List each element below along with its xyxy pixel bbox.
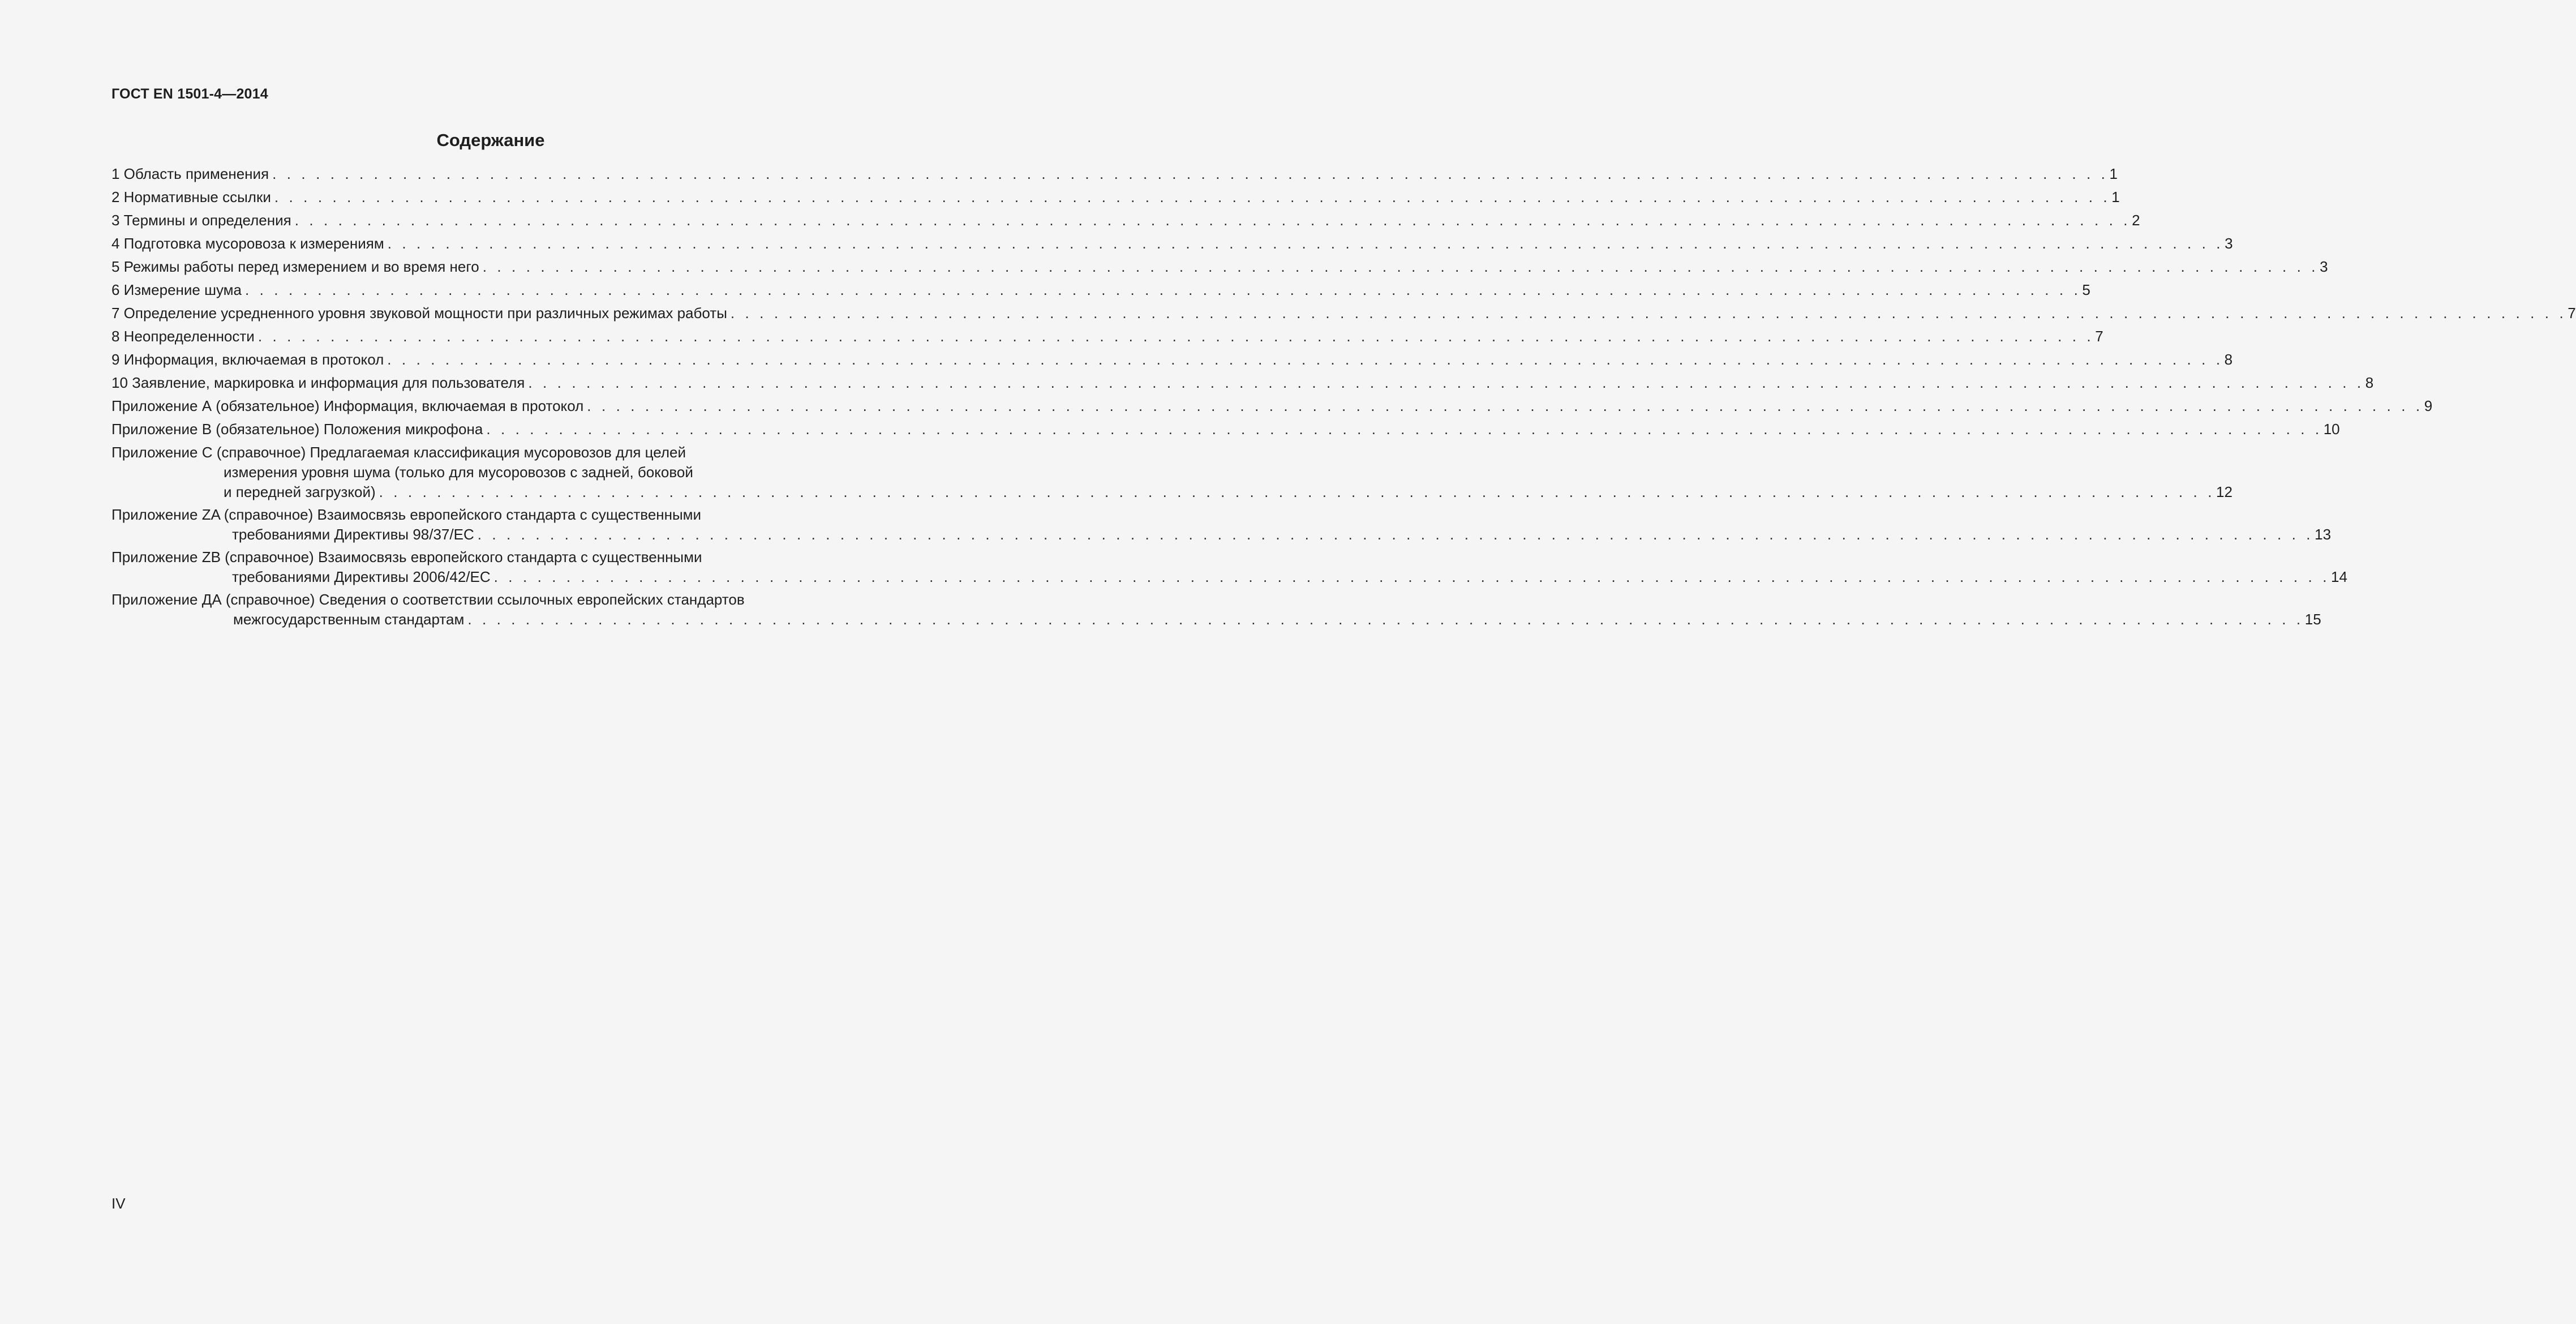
- toc-leader-dots: . . . . . . . . . . . . . . . . . . . . . . . . . . . . . . . . . . . . . . . . . . . . . . . . . . . . . . . . . . . . . . . . . . . . . . . . . . . . . . . . . . . . . . . . . . . . . . . . . . . . . . . . . . . . . . . . . . . . . . . . . . . . . . .: [587, 397, 2423, 414]
- toc-entry-title: 9 Информация, включаемая в протокол: [111, 351, 384, 368]
- toc-leader-dots: . . . . . . . . . . . . . . . . . . . . . . . . . . . . . . . . . . . . . . . . . . . . . . . . . . . . . . . . . . . . . . . . . . . . . . . . . . . . . . . . . . . . . . . . . . . . . . . . . . . . . . . . . . . . . . . . . . . . . . . . . . . . . . .: [379, 483, 2216, 500]
- toc-entry-9[interactable]: [111, 350, 2233, 373]
- toc-page-number: 10: [2323, 421, 2340, 438]
- toc-entry-8[interactable]: [111, 327, 2103, 350]
- toc-leader-dots: . . . . . . . . . . . . . . . . . . . . . . . . . . . . . . . . . . . . . . . . . . . . . . . . . . . . . . . . . . . . . . . . . . . . . . . . . . . . . . . . . . . . . . . . . . . . . . . . . . . . . . . . . . . . . . . . . . . . . . . . . . . . . . .: [482, 258, 2319, 275]
- toc-leader-dots: . . . . . . . . . . . . . . . . . . . . . . . . . . . . . . . . . . . . . . . . . . . . . . . . . . . . . . . . . . . . . . . . . . . . . . . . . . . . . . . . . . . . . . . . . . . . . . . . . . . . . . . . . . . . . . . . . . . . . . . . . . . . . . .: [257, 328, 2094, 345]
- toc-leader-dots: . . . . . . . . . . . . . . . . . . . . . . . . . . . . . . . . . . . . . . . . . . . . . . . . . . . . . . . . . . . . . . . . . . . . . . . . . . . . . . . . . . . . . . . . . . . . . . . . . . . . . . . . . . . . . . . . . . . . . . . . . . . . . . .: [272, 165, 2109, 182]
- toc-entry-title: 10 Заявление, маркировка и информация для пользователя: [111, 374, 525, 391]
- toc-entry-2[interactable]: [111, 187, 2120, 211]
- toc-entry-title-continued: измерения уровня шума (только для мусоровозов с задней, боковой: [224, 464, 693, 481]
- toc-entry-title: 8 Неопределенности: [111, 328, 255, 345]
- toc-entry-appendix-c[interactable]: [111, 443, 2232, 502]
- toc-page-number: 7: [2568, 305, 2576, 322]
- toc-page-number: 8: [2224, 351, 2233, 368]
- toc-entry-title: 2 Нормативные ссылки: [111, 188, 271, 205]
- toc-leader-dots: . . . . . . . . . . . . . . . . . . . . . . . . . . . . . . . . . . . . . . . . . . . . . . . . . . . . . . . . . . . . . . . . . . . . . . . . . . . . . . . . . . . . . . . . . . . . . . . . . . . . . . . . . . . . . . . . . . . . . . . . . . . . . . .: [486, 421, 2322, 438]
- toc-page-number: 15: [2304, 611, 2321, 628]
- toc-page-number: 7: [2095, 328, 2103, 345]
- toc-entry-title: 1 Область применения: [111, 165, 269, 182]
- toc-entry-7[interactable]: [111, 303, 2576, 327]
- toc-entry-3[interactable]: [111, 211, 2140, 234]
- toc-entry-appendix-da[interactable]: [111, 590, 2321, 629]
- toc-leader-dots: . . . . . . . . . . . . . . . . . . . . . . . . . . . . . . . . . . . . . . . . . . . . . . . . . . . . . . . . . . . . . . . . . . . . . . . . . . . . . . . . . . . . . . . . . . . . . . . . . . . . . . . . . . . . . . . . . . . . . . . . . . . . . . .: [274, 188, 2111, 205]
- toc-entry-title: 4 Подготовка мусоровоза к измерениям: [111, 235, 384, 252]
- toc-entry-title-continued: и передней загрузкой): [224, 483, 376, 500]
- toc-entry-appendix-zb[interactable]: [111, 547, 2347, 587]
- toc-leader-dots: . . . . . . . . . . . . . . . . . . . . . . . . . . . . . . . . . . . . . . . . . . . . . . . . . . . . . . . . . . . . . . . . . . . . . . . . . . . . . . . . . . . . . . . . . . . . . . . . . . . . . . . . . . . . . . . . . . . . . . . . . . . . . . .: [387, 235, 2224, 252]
- toc-entry-title: 3 Термины и определения: [111, 212, 291, 229]
- toc-entry-title: Приложение С (справочное) Предлагаемая классификация мусоровозов для целей: [111, 444, 686, 461]
- document-code-header: ГОСТ EN 1501-4—2014: [111, 86, 268, 102]
- toc-entry-title: Приложение ДА (справочное) Сведения о соответствии ссылочных европейских стандартов: [111, 591, 745, 608]
- toc-entry-title-continued: межгосударственным стандартам: [233, 611, 465, 628]
- toc-entry-title-continued: требованиями Директивы 98/37/ЕС: [232, 526, 474, 543]
- toc-page-number: 9: [2424, 397, 2433, 414]
- toc-page-number: 12: [2216, 483, 2232, 500]
- toc-page-number: 3: [2225, 235, 2233, 252]
- toc-entry-title: Приложение ZA (справочное) Взаимосвязь европейского стандарта с существенными: [111, 506, 702, 523]
- toc-entry-title: Приложение А (обязательное) Информация, включаемая в протокол: [111, 397, 584, 414]
- toc-entry-6[interactable]: [111, 280, 2090, 303]
- toc-entry-1[interactable]: [111, 164, 2118, 187]
- toc-page-number: 14: [2331, 568, 2347, 585]
- toc-leader-dots: . . . . . . . . . . . . . . . . . . . . . . . . . . . . . . . . . . . . . . . . . . . . . . . . . . . . . . . . . . . . . . . . . . . . . . . . . . . . . . . . . . . . . . . . . . . . . . . . . . . . . . . . . . . . . . . . . . . . . . . . . . . . . . .: [467, 611, 2304, 628]
- toc-page-number: 1: [2111, 188, 2120, 205]
- toc-leader-dots: . . . . . . . . . . . . . . . . . . . . . . . . . . . . . . . . . . . . . . . . . . . . . . . . . . . . . . . . . . . . . . . . . . . . . . . . . . . . . . . . . . . . . . . . . . . . . . . . . . . . . . . . . . . . . . . . . . . . . . . . . . . . . . .: [245, 281, 2081, 298]
- toc-entry-title: 6 Измерение шума: [111, 281, 242, 298]
- table-of-contents: [111, 164, 2576, 632]
- toc-page-number: 1: [2109, 165, 2118, 182]
- toc-entry-title-continued: требованиями Директивы 2006/42/ЕС: [232, 568, 491, 585]
- toc-entry-appendix-za[interactable]: [111, 505, 2332, 545]
- toc-leader-dots: . . . . . . . . . . . . . . . . . . . . . . . . . . . . . . . . . . . . . . . . . . . . . . . . . . . . . . . . . . . . . . . . . . . . . . . . . . . . . . . . . . . . . . . . . . . . . . . . . . . . . . . . . . . . . . . . . . . . . . . . . . . . . . .: [387, 351, 2223, 368]
- toc-page-number: 5: [2082, 281, 2090, 298]
- toc-entry-title: Приложение ZB (справочное) Взаимосвязь европейского стандарта с существенными: [111, 549, 702, 565]
- toc-page-number: 2: [2132, 212, 2140, 229]
- toc-entry-appendix-b[interactable]: [111, 419, 2340, 443]
- toc-entry-title: 7 Определение усредненного уровня звуковой мощности при различных режимах работы: [111, 305, 727, 322]
- toc-entry-title: Приложение В (обязательное) Положения микрофона: [111, 421, 483, 438]
- toc-leader-dots: . . . . . . . . . . . . . . . . . . . . . . . . . . . . . . . . . . . . . . . . . . . . . . . . . . . . . . . . . . . . . . . . . . . . . . . . . . . . . . . . . . . . . . . . . . . . . . . . . . . . . . . . . . . . . . . . . . . . . . . . . . . . . . .: [528, 374, 2364, 391]
- toc-entry-10[interactable]: [111, 373, 2374, 396]
- toc-page-number: 3: [2320, 258, 2328, 275]
- toc-entry-5[interactable]: [111, 257, 2328, 280]
- toc-entry-appendix-a[interactable]: [111, 396, 2433, 419]
- toc-title: Содержание: [436, 130, 545, 150]
- toc-leader-dots: . . . . . . . . . . . . . . . . . . . . . . . . . . . . . . . . . . . . . . . . . . . . . . . . . . . . . . . . . . . . . . . . . . . . . . . . . . . . . . . . . . . . . . . . . . . . . . . . . . . . . . . . . . . . . . . . . . . . . . . . . . . . . . .: [493, 568, 2330, 585]
- toc-leader-dots: . . . . . . . . . . . . . . . . . . . . . . . . . . . . . . . . . . . . . . . . . . . . . . . . . . . . . . . . . . . . . . . . . . . . . . . . . . . . . . . . . . . . . . . . . . . . . . . . . . . . . . . . . . . . . . . . . . . . . . . . . . . . . . .: [730, 305, 2567, 322]
- toc-entry-4[interactable]: [111, 234, 2233, 257]
- toc-leader-dots: . . . . . . . . . . . . . . . . . . . . . . . . . . . . . . . . . . . . . . . . . . . . . . . . . . . . . . . . . . . . . . . . . . . . . . . . . . . . . . . . . . . . . . . . . . . . . . . . . . . . . . . . . . . . . . . . . . . . . . . . . . . . . . .: [294, 212, 2131, 229]
- page-number-footer: IV: [111, 1195, 126, 1212]
- toc-page-number: 13: [2315, 526, 2332, 543]
- toc-leader-dots: . . . . . . . . . . . . . . . . . . . . . . . . . . . . . . . . . . . . . . . . . . . . . . . . . . . . . . . . . . . . . . . . . . . . . . . . . . . . . . . . . . . . . . . . . . . . . . . . . . . . . . . . . . . . . . . . . . . . . . . . . . . . . . .: [477, 526, 2314, 543]
- toc-entry-title: 5 Режимы работы перед измерением и во время него: [111, 258, 479, 275]
- toc-page-number: 8: [2365, 374, 2374, 391]
